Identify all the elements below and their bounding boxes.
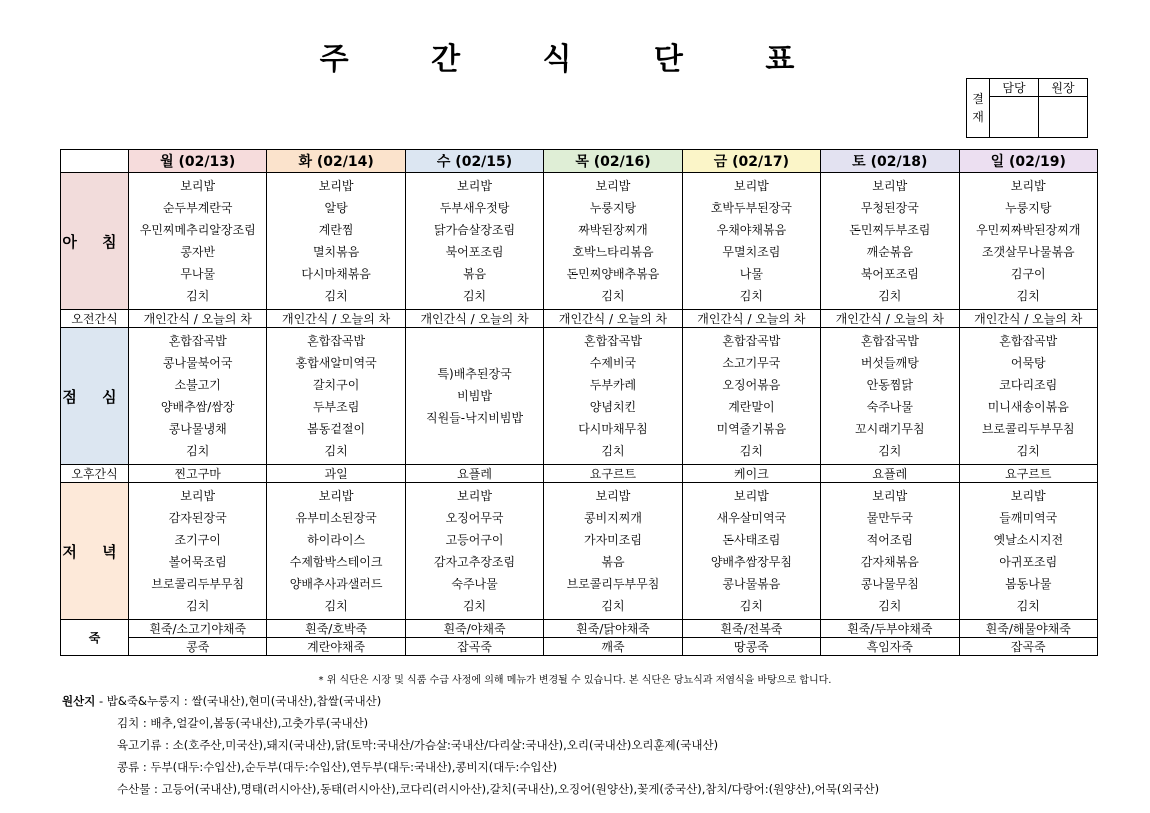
am_snack-cell: 개인간식 / 오늘의 차 — [821, 310, 959, 328]
menu-item: 감자고추장조림 — [433, 555, 516, 569]
menu-item: 김치 — [601, 444, 625, 458]
menu-item: 가자미조림 — [583, 533, 642, 547]
dinner-cell — [267, 483, 405, 620]
menu-item: 안동찜닭 — [866, 378, 913, 392]
menu-item: 보리밥 — [595, 489, 631, 503]
menu-item: 브로콜리두부무침 — [981, 422, 1075, 436]
day-header: 수 (02/15) — [405, 150, 543, 173]
porridge-cell: 잡곡죽 — [959, 638, 1097, 656]
menu-item: 코다리조림 — [999, 378, 1058, 392]
menu-item: 북어포조림 — [445, 245, 504, 259]
porridge-cell: 잡곡죽 — [405, 638, 543, 656]
menu-item: 갈치구이 — [312, 378, 360, 392]
dinner-cell — [129, 483, 267, 620]
menu-item: 김치 — [878, 444, 902, 458]
menu-item: 김치 — [739, 289, 763, 303]
menu-item: 홍합새알미역국 — [295, 356, 377, 370]
dinner-cell — [821, 483, 959, 620]
menu-item: 김치 — [878, 599, 902, 613]
menu-item: 볶음 — [462, 267, 487, 281]
lunch-cell — [405, 328, 543, 465]
menu-item: 양배추쌈/쌈장 — [160, 400, 235, 414]
menu-item: 김치 — [1016, 289, 1040, 303]
porridge-row-2 — [61, 638, 1098, 656]
porridge-cell: 땅콩죽 — [682, 638, 820, 656]
pm_snack-cell: 요플레 — [405, 465, 543, 483]
menu-item: 보리밥 — [734, 489, 769, 503]
menu-item: 호박느타리볶음 — [572, 245, 654, 259]
menu-item: 콩나물볶음 — [722, 577, 781, 591]
menu-item: 두부카레 — [589, 378, 637, 392]
approval-col-2: 원장 — [1039, 79, 1088, 97]
menu-item: 김구이 — [1010, 267, 1046, 281]
menu-item: 김치 — [324, 289, 348, 303]
menu-item: 누룽지탕 — [589, 201, 637, 215]
menu-item: 봄동나물 — [1005, 577, 1052, 591]
menu-item: 보리밥 — [318, 489, 354, 503]
menu-item: 우채야채볶음 — [716, 223, 787, 237]
origin-line-3: 육고기류 : 소(호주산,미국산),돼지(국내산),닭(토막:국내산/가슴살:국내산/다리살:국내산),오리(국내산)오리훈제(국내산) — [117, 738, 719, 752]
lunch-cell — [267, 328, 405, 465]
menu-item: 보리밥 — [595, 179, 631, 193]
lunch-cell — [682, 328, 820, 465]
menu-item: 보리밥 — [457, 179, 492, 193]
dinner-cell — [959, 483, 1097, 620]
menu-item: 혼합잡곡밥 — [999, 334, 1058, 348]
menu-item: 고등어구이 — [445, 533, 504, 547]
menu-item: 보리밥 — [1010, 179, 1046, 193]
menu-item: 김치 — [186, 289, 210, 303]
menu-item: 다시마채볶음 — [301, 267, 371, 281]
menu-item: 어묵탕 — [1010, 356, 1046, 370]
menu-item: 계란말이 — [728, 400, 775, 414]
lunch-cell — [129, 328, 267, 465]
breakfast-cell — [405, 173, 543, 310]
menu-item: 콩자반 — [180, 245, 216, 259]
am_snack-cell: 개인간식 / 오늘의 차 — [267, 310, 405, 328]
pm_snack-row — [61, 465, 1098, 483]
menu-item: 양념치킨 — [589, 400, 637, 414]
menu-item: 우민찌짜박된장찌개 — [976, 223, 1081, 237]
menu-item: 특)배추된장국 — [437, 367, 512, 381]
porridge-cell: 흑임자죽 — [821, 638, 959, 656]
pm_snack-cell: 요구르트 — [959, 465, 1097, 483]
menu-item: 양배추쌈장무침 — [710, 555, 792, 569]
menu-item: 보리밥 — [180, 179, 216, 193]
porridge-cell: 흰죽/호박죽 — [267, 620, 405, 638]
menu-item: 브로콜리두부무침 — [566, 577, 660, 591]
menu-item: 돈사태조림 — [722, 533, 781, 547]
menu-item: 숙주나물 — [866, 400, 913, 414]
am_snack-cell: 개인간식 / 오늘의 차 — [405, 310, 543, 328]
origin-label: 원산지 — [62, 694, 96, 708]
breakfast-row — [61, 173, 1098, 310]
menu-item: 옛날소시지전 — [993, 533, 1064, 547]
menu-item: 김치 — [324, 444, 348, 458]
pm_snack-cell: 요구르트 — [544, 465, 682, 483]
menu-item: 돈민찌양배추볶음 — [566, 267, 660, 281]
porridge-cell: 계란야채죽 — [267, 638, 405, 656]
pm_snack-cell: 과일 — [267, 465, 405, 483]
am_snack-cell: 개인간식 / 오늘의 차 — [129, 310, 267, 328]
menu-item: 볶음 — [601, 555, 625, 569]
menu-item: 보리밥 — [318, 179, 354, 193]
lunch-row — [61, 328, 1098, 465]
porridge-cell: 흰죽/소고기야채죽 — [129, 620, 267, 638]
menu-item: 오징어무국 — [445, 511, 504, 525]
menu-item: 적어조림 — [866, 533, 913, 547]
menu-item: 수제함박스테이크 — [289, 555, 383, 569]
menu-item: 숙주나물 — [451, 577, 498, 591]
menu-item: 우민찌메추리알장조림 — [139, 223, 256, 237]
dinner-cell — [405, 483, 543, 620]
menu-item: 콩나물북어국 — [162, 356, 233, 370]
menu-item: 닭가슴살장조림 — [433, 223, 516, 237]
menu-item: 김치 — [324, 599, 348, 613]
menu-item: 깨순볶음 — [866, 245, 913, 259]
menu-item: 꼬시래기무침 — [855, 422, 925, 436]
menu-item: 돈민찌두부조림 — [849, 223, 931, 237]
breakfast-cell — [267, 173, 405, 310]
approval-col-1: 담당 — [990, 79, 1039, 97]
menu-item: 김치 — [1016, 444, 1040, 458]
menu-item: 수제비국 — [589, 356, 637, 370]
menu-item: 조갯살무나물볶음 — [981, 245, 1075, 259]
menu-item: 들깨미역국 — [999, 511, 1058, 525]
menu-item: 직원들-낙지비빔밥 — [426, 411, 524, 425]
porridge-row-1 — [61, 620, 1098, 638]
porridge-cell: 콩죽 — [129, 638, 267, 656]
menu-item: 김치 — [462, 289, 487, 303]
menu-item: 보리밥 — [180, 489, 216, 503]
am_snack-label: 오전간식 — [61, 310, 129, 328]
menu-item: 무멸치조림 — [722, 245, 781, 259]
menu-item: 비빔밥 — [457, 389, 492, 403]
porridge-cell: 깨죽 — [544, 638, 682, 656]
menu-item: 봄동겉절이 — [307, 422, 366, 436]
menu-item: 오징어볶음 — [722, 378, 781, 392]
porridge-cell: 흰죽/해물야채죽 — [959, 620, 1097, 638]
porridge-label: 죽 — [61, 620, 129, 656]
menu-item: 하이라이스 — [307, 533, 366, 547]
corner-cell — [61, 150, 129, 173]
menu-item: 김치 — [186, 444, 210, 458]
menu-item: 브로콜리두부무침 — [151, 577, 245, 591]
header-row — [61, 150, 1098, 173]
menu-item: 새우살미역국 — [716, 511, 787, 525]
menu-item: 볼어묵조림 — [168, 555, 227, 569]
menu-item: 김치 — [601, 289, 625, 303]
day-header: 토 (02/18) — [821, 150, 959, 173]
breakfast-cell — [129, 173, 267, 310]
menu-item: 콩비지찌개 — [583, 511, 642, 525]
menu-item: 조기구이 — [174, 533, 221, 547]
day-header: 일 (02/19) — [959, 150, 1097, 173]
menu-item: 북어포조림 — [860, 267, 919, 281]
menu-item: 혼합잡곡밥 — [168, 334, 227, 348]
menu-item: 나물 — [739, 267, 763, 281]
menu-item: 알탕 — [324, 201, 348, 215]
menu-item: 혼합잡곡밥 — [583, 334, 642, 348]
menu-item: 김치 — [739, 599, 763, 613]
menu-item: 호박두부된장국 — [710, 201, 792, 215]
breakfast-cell — [682, 173, 820, 310]
menu-item: 보리밥 — [1010, 489, 1046, 503]
day-header: 화 (02/14) — [267, 150, 405, 173]
menu-item: 콩나물냉채 — [168, 422, 227, 436]
porridge-cell: 흰죽/전복죽 — [682, 620, 820, 638]
lunch-cell — [821, 328, 959, 465]
approval-sign-2[interactable] — [1039, 97, 1088, 138]
am_snack-cell: 개인간식 / 오늘의 차 — [959, 310, 1097, 328]
menu-item: 양배추사과샐러드 — [289, 577, 383, 591]
menu-item: 누룽지탕 — [1005, 201, 1052, 215]
origin-line-2: 김치 : 배추,얼갈이,봄동(국내산),고춧가루(국내산) — [117, 716, 369, 730]
menu-item: 감자채볶음 — [860, 555, 919, 569]
day-header: 월 (02/13) — [129, 150, 267, 173]
menu-item: 감자된장국 — [168, 511, 227, 525]
menu-item: 미니새송이볶음 — [987, 400, 1069, 414]
origin-text-rice: - 밥&죽&누룽지 : 쌀(국내산),현미(국내산),찹쌀(국내산) — [95, 694, 382, 708]
pm_snack-cell: 찐고구마 — [129, 465, 267, 483]
menu-item: 순두부계란국 — [162, 201, 233, 215]
dinner-cell — [544, 483, 682, 620]
menu-item: 김치 — [739, 444, 763, 458]
pm_snack-label: 오후간식 — [61, 465, 129, 483]
breakfast-cell — [959, 173, 1097, 310]
menu-item: 두부조림 — [312, 400, 360, 414]
menu-item: 보리밥 — [457, 489, 492, 503]
day-header: 금 (02/17) — [682, 150, 820, 173]
menu-item: 아귀포조림 — [999, 555, 1058, 569]
menu-item: 혼합잡곡밥 — [307, 334, 366, 348]
breakfast-cell — [821, 173, 959, 310]
dinner-cell — [682, 483, 820, 620]
origin-line-5: 수산물 : 고등어(국내산),명태(러시아산),동태(러시아산),코다리(러시아산),갈치(국내산),오징어(원양산),꽃게(중국산),참치/다랑어:(원양산),어묵(외국산) — [117, 782, 880, 796]
porridge-cell: 흰죽/두부야채죽 — [821, 620, 959, 638]
origin-line-1 — [62, 690, 879, 712]
menu-item: 혼합잡곡밥 — [860, 334, 919, 348]
menu-item: 김치 — [462, 599, 487, 613]
menu-item: 보리밥 — [734, 179, 769, 193]
approval-label-2: 재 — [972, 110, 984, 124]
lunch-label: 점 심 — [61, 328, 129, 465]
origin-line-4: 콩류 : 두부(대두:수입산),순두부(대두:수입산),연두부(대두:국내산),콩비지(대두:수입산) — [117, 760, 558, 774]
menu-note: * 위 식단은 시장 및 식품 수급 사정에 의해 메뉴가 변경될 수 있습니다. 본 식단은 당뇨식과 저염식을 바탕으로 합니다. — [318, 675, 832, 686]
menu-item: 미역줄기볶음 — [716, 422, 787, 436]
menu-item: 버섯들깨탕 — [860, 356, 919, 370]
approval-label-1: 결 — [972, 92, 984, 106]
am_snack-row — [61, 310, 1098, 328]
origin-section — [62, 690, 879, 800]
porridge-cell: 흰죽/야채죽 — [405, 620, 543, 638]
menu-item: 김치 — [601, 599, 625, 613]
lunch-cell — [959, 328, 1097, 465]
am_snack-cell: 개인간식 / 오늘의 차 — [682, 310, 820, 328]
menu-item: 김치 — [186, 599, 210, 613]
pm_snack-cell: 요플레 — [821, 465, 959, 483]
menu-item: 유부미소된장국 — [295, 511, 377, 525]
am_snack-cell: 개인간식 / 오늘의 차 — [544, 310, 682, 328]
menu-item: 계란찜 — [318, 223, 354, 237]
dinner-label: 저 녁 — [61, 483, 129, 620]
weekly-menu-table — [60, 149, 1098, 656]
breakfast-cell — [544, 173, 682, 310]
menu-item: 멸치볶음 — [312, 245, 360, 259]
porridge-cell: 흰죽/닭야채죽 — [544, 620, 682, 638]
day-header: 목 (02/16) — [544, 150, 682, 173]
page-title: 주 간 식 단 표 — [319, 42, 831, 77]
menu-item: 짜박된장찌개 — [578, 223, 648, 237]
menu-item: 무나물 — [180, 267, 216, 281]
menu-item: 두부새우젓탕 — [439, 201, 510, 215]
menu-item: 무청된장국 — [860, 201, 919, 215]
approval-box — [966, 78, 1088, 138]
menu-item: 콩나물무침 — [860, 577, 919, 591]
menu-item: 보리밥 — [872, 179, 908, 193]
menu-item: 다시마채무침 — [578, 422, 648, 436]
menu-item: 김치 — [878, 289, 902, 303]
lunch-cell — [544, 328, 682, 465]
breakfast-label: 아 침 — [61, 173, 129, 310]
menu-item: 김치 — [1016, 599, 1040, 613]
menu-item: 소불고기 — [174, 378, 221, 392]
dinner-row — [61, 483, 1098, 620]
approval-label — [967, 79, 990, 138]
menu-item: 물만두국 — [866, 511, 913, 525]
pm_snack-cell: 케이크 — [682, 465, 820, 483]
menu-item: 보리밥 — [872, 489, 908, 503]
menu-item: 혼합잡곡밥 — [722, 334, 781, 348]
approval-sign-1[interactable] — [990, 97, 1039, 138]
menu-item: 소고기무국 — [722, 356, 781, 370]
